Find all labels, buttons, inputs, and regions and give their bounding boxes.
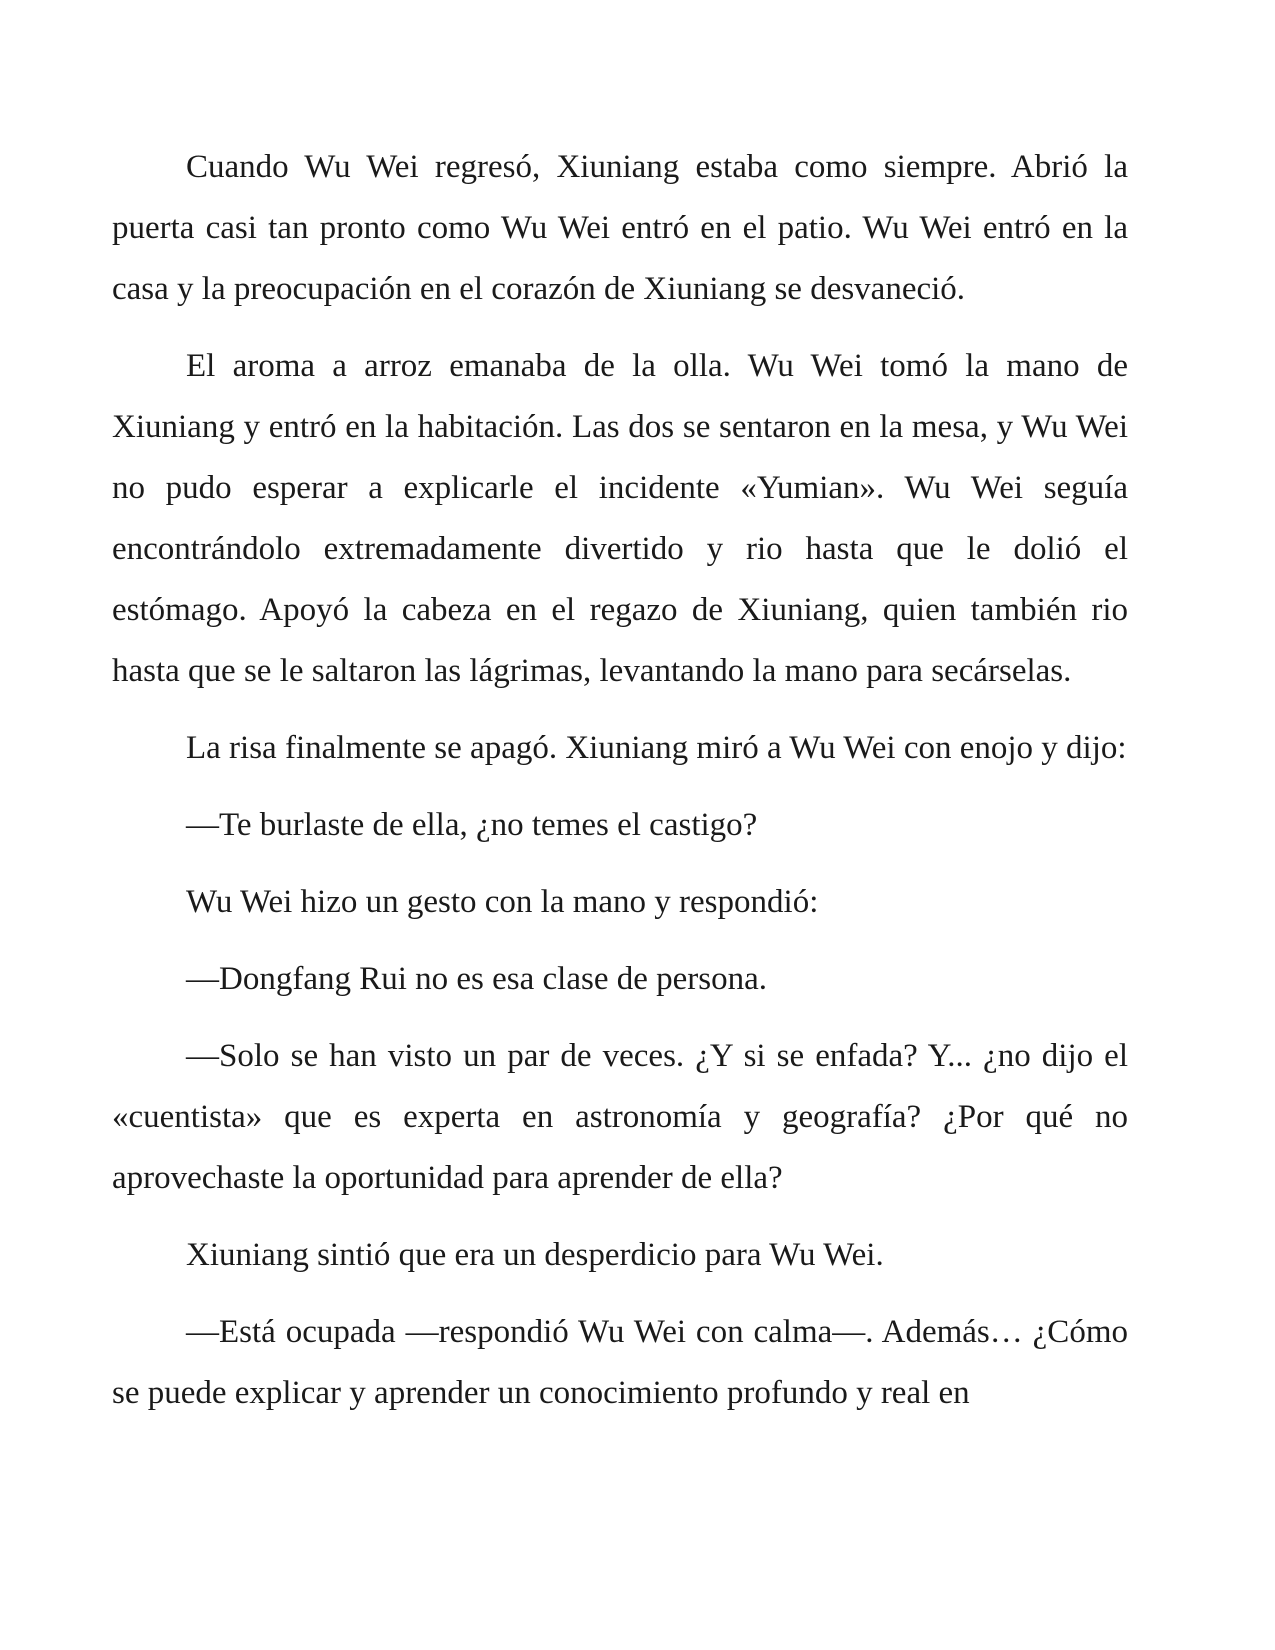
paragraph: La risa finalmente se apagó. Xiuniang miró a Wu Wei con enojo y dijo: xyxy=(186,730,1127,766)
paragraph: Xiuniang sintió que era un desperdicio para Wu Wei. xyxy=(186,1237,884,1273)
document-page xyxy=(112,137,1128,1424)
paragraph: El aroma a arroz emanaba de la olla. Wu Wei tomó la mano de Xiuniang y entró en la habitación. Las dos se sentaron en la mesa, y Wu Wei no pudo esperar a explicarle el incidente «Yumian». Wu Wei seguía encontrándolo extremadamente divertido y rio hasta que le dolió el estómago. Apoyó la cabeza en el regazo de Xiuniang, quien también rio hasta que se le saltaron las lágrimas, levantando la mano para secárselas. xyxy=(112,348,1128,689)
dialogue-line: —Dongfang Rui no es esa clase de persona. xyxy=(186,961,767,997)
paragraph: Cuando Wu Wei regresó, Xiuniang estaba como siempre. Abrió la puerta casi tan pronto como Wu Wei entró en el patio. Wu Wei entró en la casa y la preocupación en el corazón de Xiuniang se desvaneció. xyxy=(112,149,1128,307)
paragraph: Wu Wei hizo un gesto con la mano y respondió: xyxy=(186,884,819,920)
dialogue-line: —Está ocupada —respondió Wu Wei con calma—. Además… ¿Cómo se puede explicar y aprender un conocimiento profundo y real en xyxy=(112,1314,1128,1411)
dialogue-line: —Solo se han visto un par de veces. ¿Y si se enfada? Y... ¿no dijo el «cuentista» que es experta en astronomía y geografía? ¿Por qué no aprovechaste la oportunidad para aprender de ella? xyxy=(112,1038,1128,1196)
dialogue-line: —Te burlaste de ella, ¿no temes el castigo? xyxy=(186,807,758,843)
